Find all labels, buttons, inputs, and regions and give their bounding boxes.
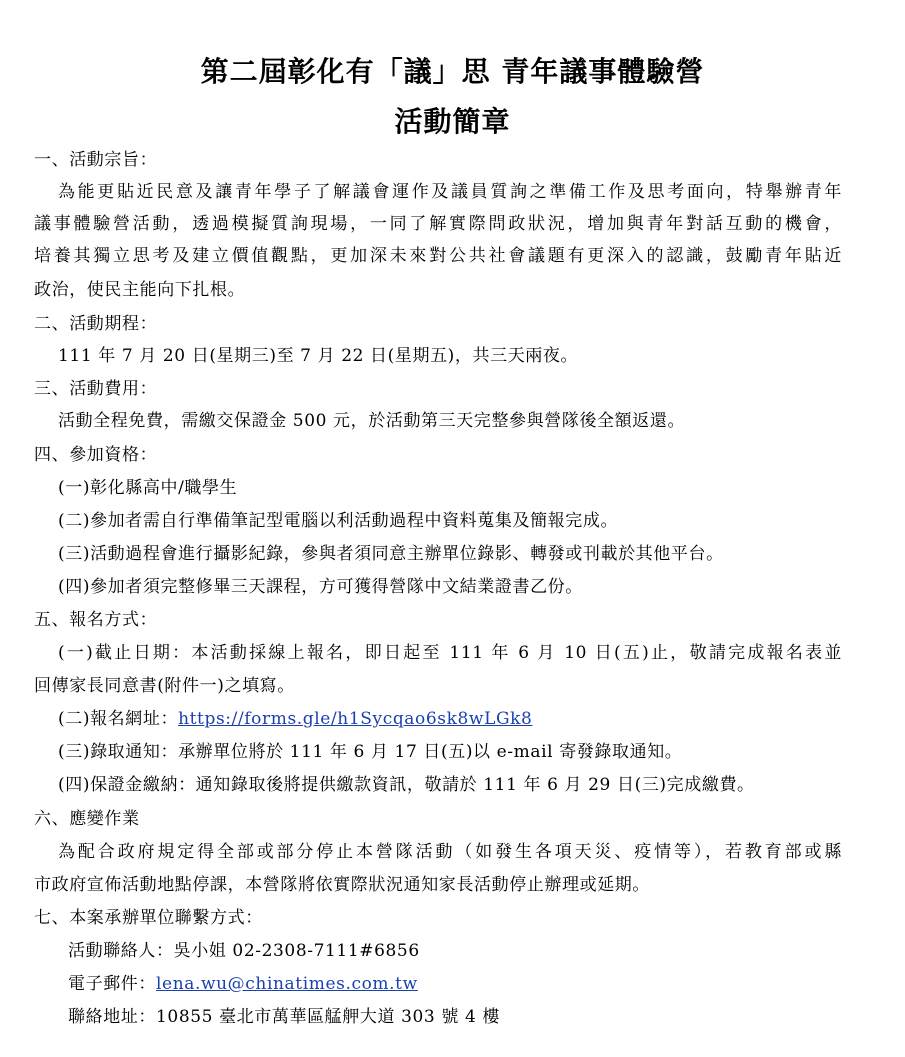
section-4-item: (一)彰化縣高中/職學生 bbox=[58, 478, 238, 498]
section-3-heading: 三、活動費用： bbox=[34, 379, 158, 399]
section-5-item-url bbox=[58, 707, 532, 731]
section-1-line: 培養其獨立思考及建立價值觀點，更加深未來對公共社會議題有更深入的認識，鼓勵青年貼近 bbox=[34, 246, 842, 266]
section-4-item: (二)參加者需自行準備筆記型電腦以利活動過程中資料蒐集及簡報完成。 bbox=[58, 511, 619, 531]
document-subtitle: 活動簡章 bbox=[394, 105, 511, 138]
section-5-item-deadline: (一)截止日期：本活動採線上報名，即日起至 111 年 6 月 10 日(五)止，敬請完成報名表並 bbox=[58, 643, 842, 663]
section-2-heading: 二、活動期程： bbox=[34, 314, 158, 334]
section-5-heading: 五、報名方式： bbox=[34, 610, 158, 630]
section-2-text: 111 年 7 月 20 日(星期三)至 7 月 22 日(星期五)，共三天兩夜。 bbox=[58, 346, 579, 366]
section-3-text: 活動全程免費，需繳交保證金 500 元，於活動第三天完整參與營隊後全額返還。 bbox=[58, 411, 686, 431]
section-1-line: 政治，使民主能向下扎根。 bbox=[34, 280, 246, 300]
contact-person: 活動聯絡人：吳小姐 02-2308-7111#6856 bbox=[68, 941, 420, 961]
contact-email-row bbox=[68, 972, 418, 996]
email-label: 電子郵件： bbox=[68, 974, 156, 994]
document-title: 第二屆彰化有「議」思 青年議事體驗營 bbox=[200, 55, 705, 88]
section-5-item-notice: (三)錄取通知：承辦單位將於 111 年 6 月 17 日(五)以 e-mail 寄發錄取通知。 bbox=[58, 742, 683, 762]
section-6-heading: 六、應變作業 bbox=[34, 809, 140, 829]
section-4-item: (三)活動過程會進行攝影紀錄，參與者須同意主辦單位錄影、轉發或刊載於其他平台。 bbox=[58, 544, 724, 564]
section-1-line: 議事體驗營活動，透過模擬質詢現場，一同了解實際問政狀況，增加與青年對話互動的機會， bbox=[34, 214, 842, 234]
registration-url-link[interactable]: https://forms.gle/h1Sycqao6sk8wLGk8 bbox=[178, 709, 533, 729]
contact-address: 聯絡地址：10855 臺北市萬華區艋舺大道 303 號 4 樓 bbox=[68, 1007, 500, 1027]
section-6-line: 市政府宣佈活動地點停課，本營隊將依實際狀況通知家長活動停止辦理或延期。 bbox=[34, 875, 650, 895]
section-5-item-deadline-cont: 回傳家長同意書(附件一)之填寫。 bbox=[34, 676, 295, 696]
section-1-line: 為能更貼近民意及讓青年學子了解議會運作及議員質詢之準備工作及思考面向，特舉辦青年 bbox=[58, 182, 842, 202]
registration-url-label: (二)報名網址： bbox=[58, 709, 179, 729]
section-6-line: 為配合政府規定得全部或部分停止本營隊活動（如發生各項天災、疫情等），若教育部或縣 bbox=[58, 842, 842, 862]
email-link[interactable]: lena.wu@chinatimes.com.tw bbox=[156, 974, 418, 994]
section-5-item-deposit: (四)保證金繳納：通知錄取後將提供繳款資訊，敬請於 111 年 6 月 29 日(三)完成繳費。 bbox=[58, 775, 755, 795]
section-4-heading: 四、參加資格： bbox=[34, 445, 158, 465]
section-7-heading: 七、本案承辦單位聯繫方式： bbox=[34, 908, 263, 928]
section-4-item: (四)參加者須完整修畢三天課程，方可獲得營隊中文結業證書乙份。 bbox=[58, 577, 583, 597]
section-1-heading: 一、活動宗旨： bbox=[34, 150, 158, 170]
